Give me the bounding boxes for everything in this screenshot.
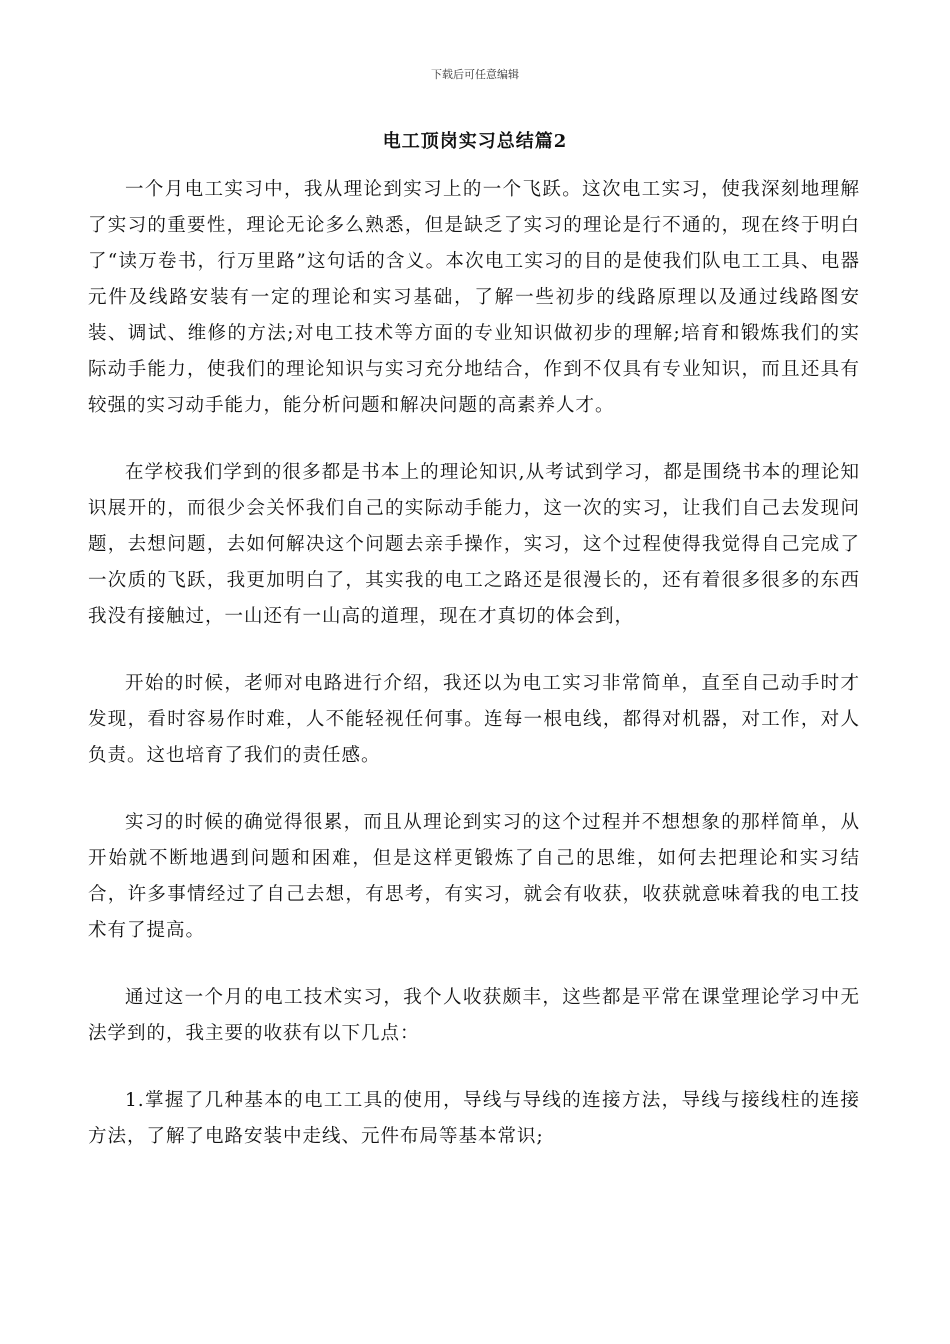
paragraph: 一个月电工实习中，我从理论到实习上的一个飞跃。这次电工实习，使我深刻地理解了实习的重要性，理论无论多么熟悉，但是缺乏了实习的理论是行不通的，现在终于明白了“读万卷书，行万里路”这句话的含义。本次电工实习的目的是使我们队电工工具、电器元件及线路安装有一定的理论和实习基础，了解一些初步的线路原理以及通过线路图安装、调试、维修的方法;对电工技术等方面的专业知识做初步的理解;培育和锻炼我们的实际动手能力，使我们的理论知识与实习充分地结合，作到不仅具有专业知识，而且还具有较强的实习动手能力，能分析问题和解决问题的高素养人才。 — [88, 179, 860, 416]
document-body — [88, 172, 860, 1186]
numbered-paragraph: 1.掌握了几种基本的电工工具的使用，导线与导线的连接方法，导线与接线柱的连接方法，了解了电路安装中走线、元件布局等基本常识; — [88, 1090, 860, 1147]
paragraph: 实习的时候的确觉得很累，而且从理论到实习的这个过程并不想想象的那样简单，从开始就不断地遇到问题和困难，但是这样更锻炼了自己的思维，如何去把理论和实习结合，许多事情经过了自己去想，有思考，有实习，就会有收获，收获就意味着我的电工技术有了提高。 — [88, 812, 860, 941]
document-title: 电工顶岗实习总结篇2 — [382, 131, 568, 152]
paragraph: 在学校我们学到的很多都是书本上的理论知识,从考试到学习，都是围绕书本的理论知识展开的，而很少会关怀我们自己的实际动手能力，这一次的实习，让我们自己去发现问题，去想问题，去如何解决这个问题去亲手操作，实习，这个过程使得我觉得自己完成了一次质的飞跃，我更加明白了，其实我的电工之路还是很漫长的，还有着很多很多的东西我没有接触过，一山还有一山高的道理，现在才真切的体会到， — [88, 462, 860, 627]
paragraph: 开始的时候，老师对电路进行介绍，我还以为电工实习非常简单，直至自己动手时才发现，看时容易作时难，人不能轻视任何事。连每一根电线，都得对机器，对工作，对人负责。这也培育了我们的责任感。 — [88, 673, 860, 766]
paragraph: 通过这一个月的电工技术实习，我个人收获颇丰，这些都是平常在课堂理论学习中无法学到的，我主要的收获有以下几点： — [88, 987, 860, 1044]
header-note: 下载后可任意编辑 — [431, 68, 519, 81]
